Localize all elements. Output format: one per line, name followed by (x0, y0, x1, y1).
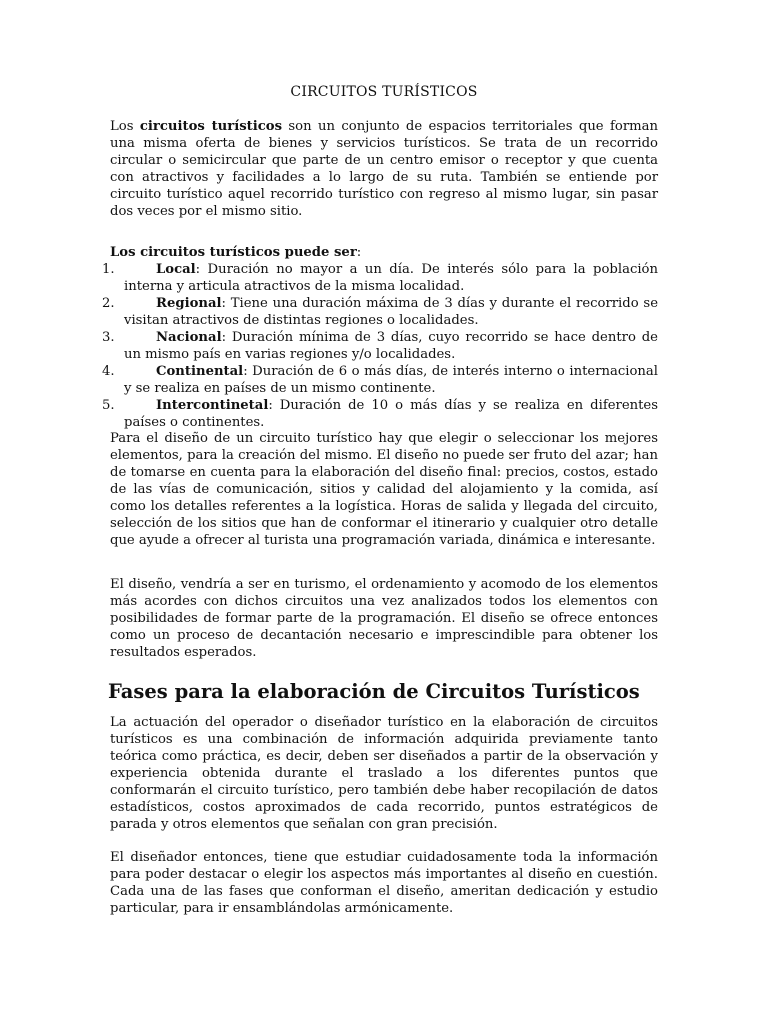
list-item-term: Local (156, 262, 196, 277)
intro-lead: Los (110, 119, 140, 134)
list-item-term: Regional (156, 296, 222, 311)
types-heading-text: Los circuitos turísticos puede ser (110, 245, 357, 260)
list-item-number: 3. (102, 330, 115, 345)
page-title: CIRCUITOS TURÍSTICOS (290, 84, 478, 100)
intro-rest: son un conjunto de espacios territoriales que forman una misma oferta de bienes y servicios turísticos. Se trata de un recorrido circular o semicircular que parte de un centro emisor o receptor y que cuenta con atractivos y facilidades a lo largo de su ruta. También se entiende por circuito turístico aquel recorrido turístico con regreso al mismo lugar, sin pasar dos veces por el mismo sitio. (110, 119, 658, 219)
disenador-paragraph: El diseñador entonces, tiene que estudiar cuidadosamente toda la información para poder destacar o elegir los aspectos más importantes al diseño en cuestión. Cada una de las fases que conforman el diseño, ameritan dedicación y estudio particular, para ir ensamblándolas armónicamente. (110, 850, 658, 916)
list-item-number: 4. (102, 364, 115, 379)
intro-bold-term: circuitos turísticos (139, 119, 283, 134)
list-item (96, 295, 658, 329)
list-item-term: Intercontinetal (156, 398, 269, 413)
list-item (96, 329, 658, 363)
list-item (96, 261, 658, 295)
list-item-number: 5. (102, 398, 115, 413)
diseno-paragraph: El diseño, vendría a ser en turismo, el ordenamiento y acomodo de los elementos más acordes con dichos circuitos una vez analizados todos los elementos con posibilidades de formar parte de la programación. El diseño se ofrece entonces como un proceso de decantación necesario e imprescindible para obtener los resultados esperados. (110, 577, 658, 660)
section-heading: Fases para la elaboración de Circuitos Turísticos (108, 680, 640, 703)
types-heading-colon: : (356, 245, 362, 260)
list-item-text: : Tiene una duración máxima de 3 días y durante el recorrido se visitan atractivos de distintas regiones o localidades. (124, 296, 658, 328)
actuacion-paragraph: La actuación del operador o diseñador turístico en la elaboración de circuitos turísticos es una combinación de información adquirida previamente tanto teórica como práctica, es decir, deben ser diseñados a partir de la observación y experiencia obtenida durante el traslado a los diferentes puntos que conformarán el circuito turístico, pero también debe haber recopilación de datos estadísticos, costos aproximados de cada recorrido, puntos estratégicos de parada y otros elementos que señalan con gran precisión. (110, 715, 658, 832)
list-item-term: Continental (156, 364, 244, 379)
list-item-text: : Duración no mayor a un día. De interés sólo para la población interna y articula atractivos de la misma localidad. (124, 262, 658, 294)
list-item-number: 1. (102, 262, 115, 277)
list-item-number: 2. (102, 296, 115, 311)
list-item-term: Nacional (156, 330, 222, 345)
types-heading (110, 244, 361, 261)
list-item (96, 363, 658, 397)
design-paragraph: Para el diseño de un circuito turístico hay que elegir o seleccionar los mejores elementos, para la creación del mismo. El diseño no puede ser fruto del azar; han de tomarse en cuenta para la elaboración del diseño final: precios, costos, estado de las vías de comunicación, sitios y calidad del alojamiento y la comida, así como los detalles referentes a la logística. Horas de salida y llegada del circuito, selección de los sitios que han de conformar el itinerario y cualquier otro detalle que ayude a ofrecer al turista una programación variada, dinámica e interesante. (110, 431, 658, 548)
types-list (96, 261, 658, 431)
list-item-text: : Duración de 10 o más días y se realiza en diferentes países o continentes. (124, 398, 658, 430)
list-item (96, 397, 658, 431)
list-item-text: : Duración mínima de 3 días, cuyo recorrido se hace dentro de un mismo país en varias regiones y/o localidades. (124, 330, 658, 362)
intro-paragraph (110, 118, 658, 220)
list-item-text: : Duración de 6 o más días, de interés interno o internacional y se realiza en países de un mismo continente. (124, 364, 658, 396)
